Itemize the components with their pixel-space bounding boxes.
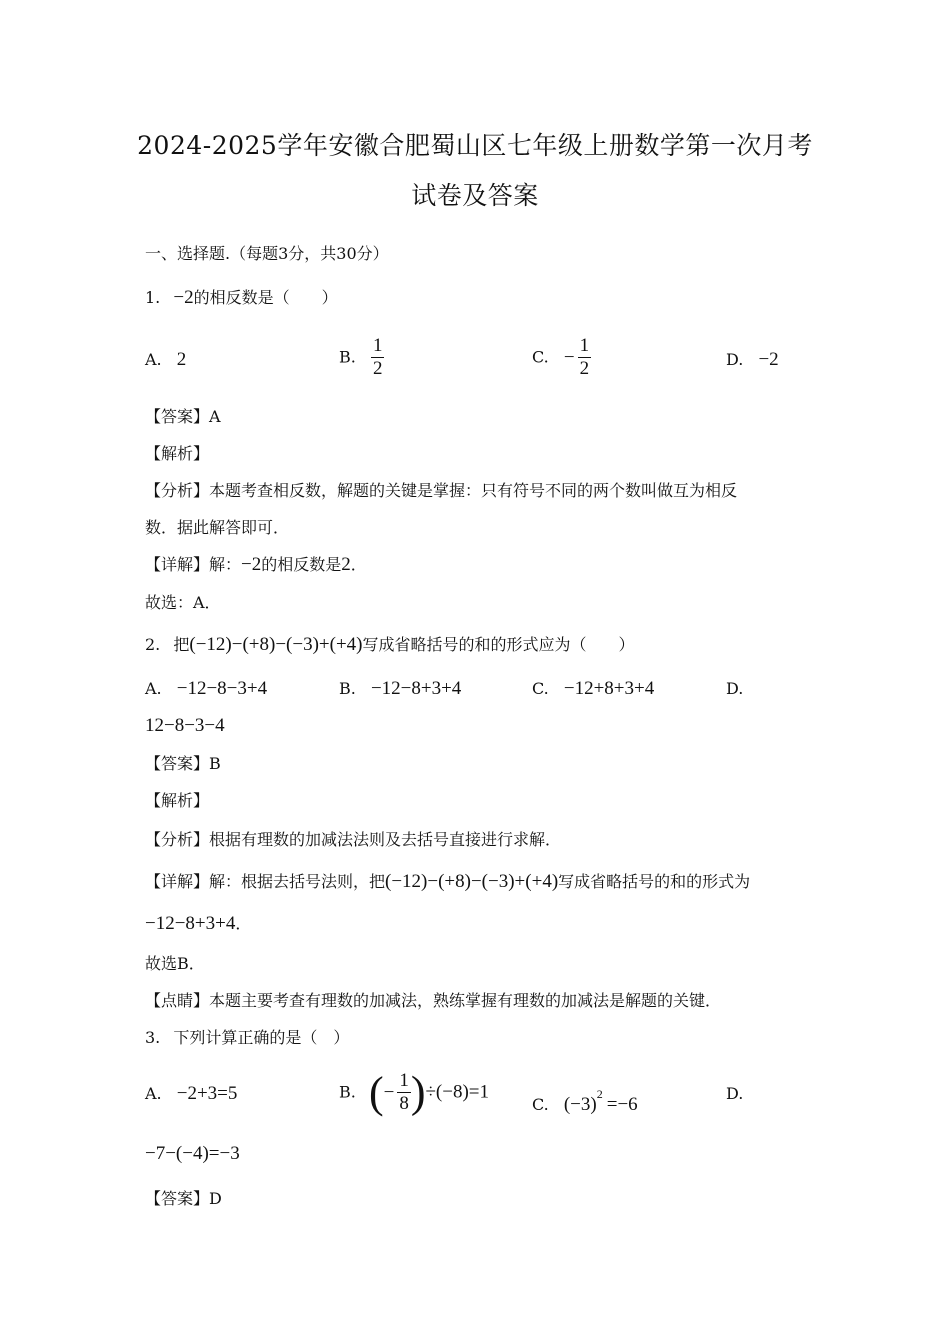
question-text: 写成省略括号的和的形式应为（ ） bbox=[362, 635, 635, 654]
question-2-analysis-tag: 【解析】 bbox=[145, 791, 210, 810]
option-label: C. bbox=[532, 347, 549, 367]
option-value: −2 bbox=[758, 349, 779, 370]
option-value: 12−8−3−4 bbox=[145, 715, 225, 736]
minus-sign: − bbox=[563, 346, 575, 368]
question-1-answer: 【答案】A bbox=[145, 407, 221, 426]
option-value: =−6 bbox=[606, 1094, 638, 1115]
question-2-answer: 【答案】B bbox=[145, 754, 221, 773]
question-3-answer: 【答案】D bbox=[145, 1189, 222, 1208]
question-3-option-b bbox=[339, 1066, 489, 1119]
question-2-option-c bbox=[532, 678, 654, 700]
math-expression: 2 bbox=[341, 554, 351, 575]
detail-end: ． bbox=[350, 555, 367, 574]
question-2-option-d-value bbox=[145, 715, 225, 737]
fraction-numerator: 1 bbox=[579, 335, 590, 356]
left-paren-icon: ( bbox=[368, 1067, 384, 1117]
question-2-option-d-label: D. bbox=[726, 679, 744, 698]
question-1-option-a bbox=[145, 349, 186, 371]
option-value: −12−8−3+4 bbox=[176, 678, 268, 699]
detail-end: ． bbox=[235, 914, 252, 933]
section-heading: 一、选择题.（每题3分，共30分） bbox=[145, 244, 389, 263]
question-1-option-d bbox=[726, 349, 779, 371]
option-label: D. bbox=[726, 350, 744, 369]
question-3-option-d-value bbox=[145, 1143, 240, 1165]
math-expression: −12−8+3+4 bbox=[145, 913, 236, 934]
option-label: A. bbox=[145, 1084, 162, 1103]
question-2-option-b bbox=[339, 678, 461, 700]
document-title-line-1: 2024-2025学年安徽合肥蜀山区七年级上册数学第一次月考 bbox=[137, 131, 813, 160]
question-1-analysis-line-1: 【分析】本题考查相反数，解题的关键是掌握：只有符号不同的两个数叫做互为相反 bbox=[145, 481, 738, 500]
detail-text: 写成省略括号的和的形式为 bbox=[558, 872, 751, 891]
question-1-detail bbox=[145, 554, 367, 576]
question-1-stem bbox=[145, 287, 338, 309]
power-base: (−3) bbox=[563, 1094, 597, 1115]
option-label: A. bbox=[145, 679, 162, 698]
fraction-numerator: 1 bbox=[399, 1070, 409, 1091]
option-value: ÷(−8)=1 bbox=[425, 1081, 489, 1103]
detail-text: 的相反数是 bbox=[261, 555, 342, 574]
question-2-analysis-line-1: 【分析】根据有理数的加减法法则及去括号直接进行求解． bbox=[145, 830, 562, 849]
question-2-stem bbox=[145, 634, 635, 656]
math-expression: (−12)−(+8)−(−3)+(+4) bbox=[385, 871, 559, 892]
option-value: −12+8+3+4 bbox=[563, 678, 655, 699]
option-value: −7−(−4)=−3 bbox=[145, 1143, 240, 1164]
question-number: 1. bbox=[145, 288, 161, 307]
option-value: −2+3=5 bbox=[176, 1083, 238, 1104]
question-text: 下列计算正确的是（ ） bbox=[173, 1028, 350, 1047]
fraction-numerator: 1 bbox=[372, 335, 383, 356]
question-3-option-a bbox=[145, 1083, 237, 1105]
question-2-choice: 故选B． bbox=[145, 954, 205, 973]
stem-prefix: 把 bbox=[173, 635, 190, 654]
fraction bbox=[397, 1071, 411, 1114]
question-1-option-c bbox=[532, 336, 591, 379]
fraction bbox=[371, 336, 385, 379]
option-label: B. bbox=[339, 347, 356, 367]
question-number: 3. bbox=[145, 1028, 161, 1047]
question-2-remark: 【点睛】本题主要考查有理数的加减法，熟练掌握有理数的加减法是解题的关键． bbox=[145, 991, 722, 1010]
option-label: B. bbox=[339, 679, 356, 698]
option-label: C. bbox=[532, 679, 549, 698]
question-number: 2. bbox=[145, 635, 161, 654]
question-2-detail-result bbox=[145, 913, 251, 935]
option-value: −12−8+3+4 bbox=[370, 678, 462, 699]
fraction-denominator: 8 bbox=[399, 1093, 409, 1114]
fraction-denominator: 2 bbox=[372, 358, 383, 379]
question-1-option-b bbox=[339, 336, 384, 379]
minus-sign: − bbox=[383, 1081, 395, 1103]
question-1-choice: 故选：A． bbox=[145, 593, 221, 612]
detail-prefix: 【详解】解： bbox=[145, 555, 242, 574]
fraction-denominator: 2 bbox=[579, 358, 590, 379]
question-1-analysis-tag: 【解析】 bbox=[145, 444, 210, 463]
math-expression: −2 bbox=[241, 554, 262, 575]
fraction bbox=[578, 336, 592, 379]
question-3-stem bbox=[145, 1027, 349, 1049]
option-label: C. bbox=[532, 1095, 549, 1114]
option-label: A. bbox=[145, 350, 162, 369]
question-2-option-a bbox=[145, 678, 267, 700]
question-3-option-d-label: D. bbox=[726, 1084, 744, 1103]
question-3-option-c bbox=[532, 1083, 638, 1116]
option-label: B. bbox=[339, 1082, 356, 1102]
math-expression: −2 bbox=[173, 287, 194, 308]
right-paren-icon: ) bbox=[410, 1067, 426, 1117]
question-1-analysis-line-2: 数．据此解答即可． bbox=[145, 518, 290, 537]
question-2-detail bbox=[145, 871, 750, 893]
power-exponent: 2 bbox=[596, 1087, 603, 1101]
math-expression: (−12)−(+8)−(−3)+(+4) bbox=[189, 634, 363, 655]
option-value: 2 bbox=[176, 349, 187, 370]
detail-prefix: 【详解】解：根据去括号法则，把 bbox=[145, 872, 386, 891]
document-title-line-2: 试卷及答案 bbox=[411, 181, 539, 210]
question-text: 的相反数是（ ） bbox=[193, 288, 338, 307]
